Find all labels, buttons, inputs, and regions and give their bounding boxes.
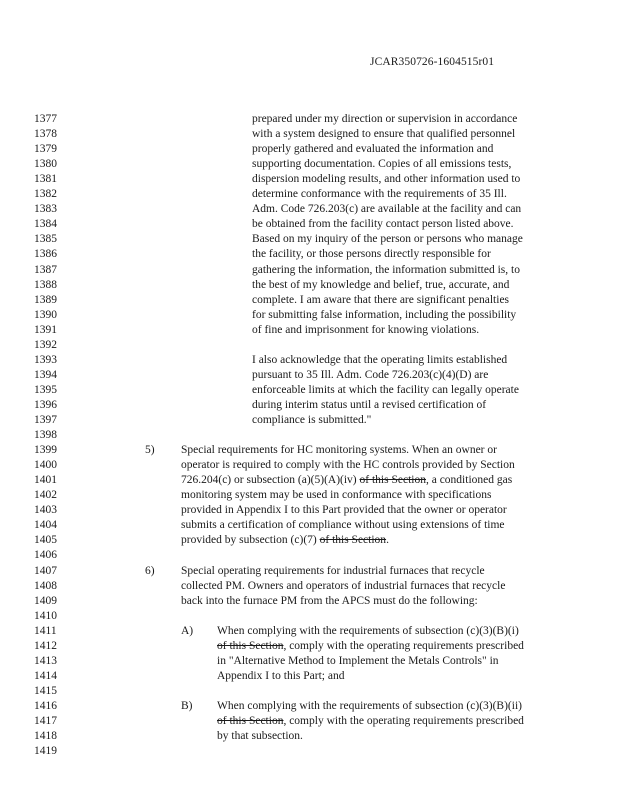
- line-text: [217, 729, 303, 744]
- line-number: 1404: [34, 519, 57, 532]
- text-segment: collected PM. Owners and operators of industrial furnaces that recycle: [181, 579, 506, 592]
- line-text: [252, 142, 493, 157]
- line-number: 1406: [34, 549, 57, 562]
- document-line: [0, 684, 625, 699]
- line-text: [181, 533, 389, 548]
- struck-text: of this Section: [217, 639, 284, 652]
- text-segment: enforceable limits at which the facility can legally operate: [252, 383, 519, 396]
- document-line: [0, 428, 625, 443]
- text-segment: provided in Appendix I to this Part provided that the owner or operator: [181, 504, 507, 517]
- line-text: [217, 669, 344, 684]
- text-segment: properly gathered and evaluated the information and: [252, 143, 494, 156]
- line-text: [181, 473, 512, 488]
- line-number: 1380: [34, 158, 57, 171]
- document-id-header: JCAR350726-1604515r01: [370, 56, 495, 68]
- text-segment: prepared under my direction or supervision in accordance: [252, 113, 518, 125]
- document-line: [0, 202, 625, 217]
- text-segment: provided by subsection (c)(7): [181, 534, 320, 547]
- text-segment: during interim status until a revised certification of: [252, 398, 487, 411]
- line-text: [252, 293, 509, 308]
- line-number: 1395: [34, 383, 57, 396]
- text-segment: dispersion modeling results, and other information used to: [252, 173, 521, 186]
- text-segment: 726.204(c) or subsection (a)(5)(A)(iv): [181, 474, 360, 487]
- document-line: [0, 142, 625, 157]
- line-number: 1399: [34, 444, 57, 457]
- line-number: 1405: [34, 534, 57, 547]
- document-line: [0, 368, 625, 383]
- line-text: [181, 488, 491, 503]
- subsection-label: B): [181, 699, 193, 712]
- document-line: [0, 609, 625, 624]
- line-text: [252, 217, 514, 232]
- subsection-label: A): [181, 624, 194, 637]
- line-number: 1401: [34, 474, 57, 487]
- line-number: 1385: [34, 233, 57, 246]
- document-line: [0, 654, 625, 669]
- line-number: 1410: [34, 609, 57, 622]
- document-line: [0, 533, 625, 548]
- subsection-label: 5): [145, 444, 155, 457]
- text-segment: the facility, or those persons directly responsible for: [252, 248, 491, 261]
- document-line: [0, 458, 625, 473]
- document-line: [0, 278, 625, 293]
- document-line: [0, 594, 625, 609]
- line-number: 1403: [34, 504, 57, 517]
- document-line: [0, 127, 625, 142]
- line-text: [181, 443, 497, 458]
- line-number: 1416: [34, 699, 57, 712]
- document-line: [0, 413, 625, 428]
- line-number: 1394: [34, 368, 57, 381]
- document-line: [0, 308, 625, 323]
- line-number: 1391: [34, 323, 57, 336]
- document-line: [0, 744, 625, 759]
- line-text: [252, 278, 509, 293]
- line-number: 1393: [34, 353, 57, 366]
- text-segment: Based on my inquiry of the person or persons who manage: [252, 233, 523, 246]
- text-segment: the best of my knowledge and belief, true, accurate, and: [252, 278, 510, 291]
- line-text: [252, 353, 507, 368]
- text-segment: of fine and imprisonment for knowing violations.: [252, 323, 480, 336]
- line-number: 1388: [34, 278, 57, 291]
- line-text: [181, 458, 515, 473]
- line-text: [181, 503, 507, 518]
- line-number: 1417: [34, 715, 57, 727]
- line-number: 1400: [34, 459, 57, 472]
- text-segment: for submitting false information, including the possibility: [252, 308, 517, 321]
- line-number: 1398: [34, 429, 57, 442]
- document-line: [0, 323, 625, 338]
- line-number: 1378: [34, 128, 57, 141]
- line-number: 1419: [34, 745, 57, 758]
- document-line: [0, 293, 625, 308]
- text-segment: Special requirements for HC monitoring systems. When an owner or: [181, 444, 497, 457]
- text-segment: , comply with the operating requirements prescribed: [283, 639, 524, 652]
- document-line: [0, 488, 625, 503]
- line-number: 1381: [34, 173, 57, 186]
- line-text: [252, 247, 491, 262]
- line-text: [252, 413, 371, 428]
- line-text: [252, 127, 515, 142]
- text-segment: in "Alternative Method to Implement the Metals Controls" in: [217, 654, 499, 667]
- text-segment: determine conformance with the requirements of 35 Ill.: [252, 188, 507, 201]
- struck-text: of this Section: [217, 715, 284, 727]
- line-number: 1387: [34, 263, 57, 276]
- document-line: [0, 473, 625, 488]
- line-text: [217, 639, 524, 654]
- line-text: [252, 263, 520, 278]
- text-segment: When complying with the requirements of subsection (c)(3)(B)(i): [217, 624, 519, 637]
- text-segment: , comply with the operating requirements prescribed: [283, 715, 524, 727]
- line-number: 1383: [34, 203, 57, 216]
- document-line: [0, 548, 625, 563]
- document-line: [0, 157, 625, 172]
- document-line: [0, 443, 625, 458]
- line-text: [252, 398, 486, 413]
- document-line: [0, 579, 625, 594]
- line-number: 1392: [34, 338, 57, 351]
- line-number: 1386: [34, 248, 57, 261]
- line-text: [181, 564, 485, 579]
- line-text: [252, 368, 488, 383]
- text-segment: by that subsection.: [217, 730, 303, 743]
- document-line: [0, 624, 625, 639]
- text-segment: pursuant to 35 Ill. Adm. Code 726.203(c)(4)(D) are: [252, 368, 489, 381]
- line-text: [252, 232, 523, 247]
- line-text: [217, 714, 524, 729]
- line-number: 1382: [34, 188, 57, 201]
- text-segment: When complying with the requirements of subsection (c)(3)(B)(ii): [217, 699, 522, 712]
- text-segment: submits a certification of compliance without using extensions of time: [181, 519, 505, 532]
- text-segment: , a conditioned gas: [425, 474, 513, 487]
- document-line: [0, 518, 625, 533]
- document-line: [0, 564, 625, 579]
- document-line: [0, 338, 625, 353]
- document-line: [0, 112, 625, 127]
- document-line: [0, 699, 625, 714]
- line-text: [252, 308, 516, 323]
- document-line: [0, 383, 625, 398]
- line-text: [217, 624, 519, 639]
- line-text: [252, 157, 511, 172]
- document-line: [0, 714, 625, 729]
- line-text: [181, 579, 505, 594]
- line-text: [217, 699, 522, 714]
- line-number: 1412: [34, 639, 57, 652]
- document-line: [0, 263, 625, 278]
- document-line: [0, 639, 625, 654]
- line-number: 1409: [34, 594, 57, 607]
- subsection-label: 6): [145, 564, 155, 577]
- document-line: [0, 503, 625, 518]
- text-segment: Special operating requirements for industrial furnaces that recycle: [181, 564, 485, 577]
- text-segment: complete. I am aware that there are significant penalties: [252, 293, 510, 306]
- text-segment: compliance is submitted.": [252, 414, 372, 426]
- text-segment: monitoring system may be used in conformance with specifications: [181, 489, 492, 502]
- document-line: [0, 247, 625, 262]
- text-segment: gathering the information, the information submitted is, to: [252, 263, 520, 276]
- document-line: [0, 232, 625, 247]
- text-segment: supporting documentation. Copies of all emissions tests,: [252, 158, 512, 171]
- line-number: 1407: [34, 564, 57, 577]
- line-number: 1408: [34, 579, 57, 592]
- text-segment: Adm. Code 726.203(c) are available at the facility and can: [252, 203, 522, 216]
- text-segment: operator is required to comply with the HC controls provided by Section: [181, 459, 515, 472]
- line-number: 1414: [34, 669, 57, 682]
- text-segment: with a system designed to ensure that qualified personnel: [252, 128, 516, 141]
- line-text: [252, 187, 507, 202]
- line-text: [181, 594, 478, 609]
- line-text: [252, 323, 479, 338]
- line-text: [217, 654, 499, 669]
- line-number: 1402: [34, 489, 57, 502]
- document-line: [0, 398, 625, 413]
- line-text: [252, 112, 517, 127]
- text-segment: .: [386, 534, 389, 547]
- line-text: [252, 172, 520, 187]
- line-text: [252, 383, 519, 398]
- document-line: [0, 217, 625, 232]
- line-number: 1413: [34, 654, 57, 667]
- text-segment: be obtained from the facility contact person listed above.: [252, 218, 514, 231]
- line-number: 1390: [34, 308, 57, 321]
- line-number: 1415: [34, 684, 57, 697]
- line-number: 1411: [34, 624, 57, 637]
- text-segment: I also acknowledge that the operating limits established: [252, 353, 508, 366]
- line-number: 1397: [34, 414, 57, 426]
- line-number: 1377: [34, 113, 57, 125]
- struck-text: of this Section: [359, 474, 426, 487]
- text-segment: Appendix I to this Part; and: [217, 669, 345, 682]
- line-number: 1396: [34, 398, 57, 411]
- document-line: [0, 729, 625, 744]
- line-text: [181, 518, 505, 533]
- document-line: [0, 187, 625, 202]
- text-segment: back into the furnace PM from the APCS must do the following:: [181, 594, 478, 607]
- line-number: 1418: [34, 730, 57, 743]
- line-number: 1384: [34, 218, 57, 231]
- struck-text: of this Section: [319, 534, 387, 547]
- document-line: [0, 172, 625, 187]
- line-number: 1379: [34, 143, 57, 156]
- line-text: [252, 202, 521, 217]
- document-line: [0, 669, 625, 684]
- document-line: [0, 353, 625, 368]
- line-number: 1389: [34, 293, 57, 306]
